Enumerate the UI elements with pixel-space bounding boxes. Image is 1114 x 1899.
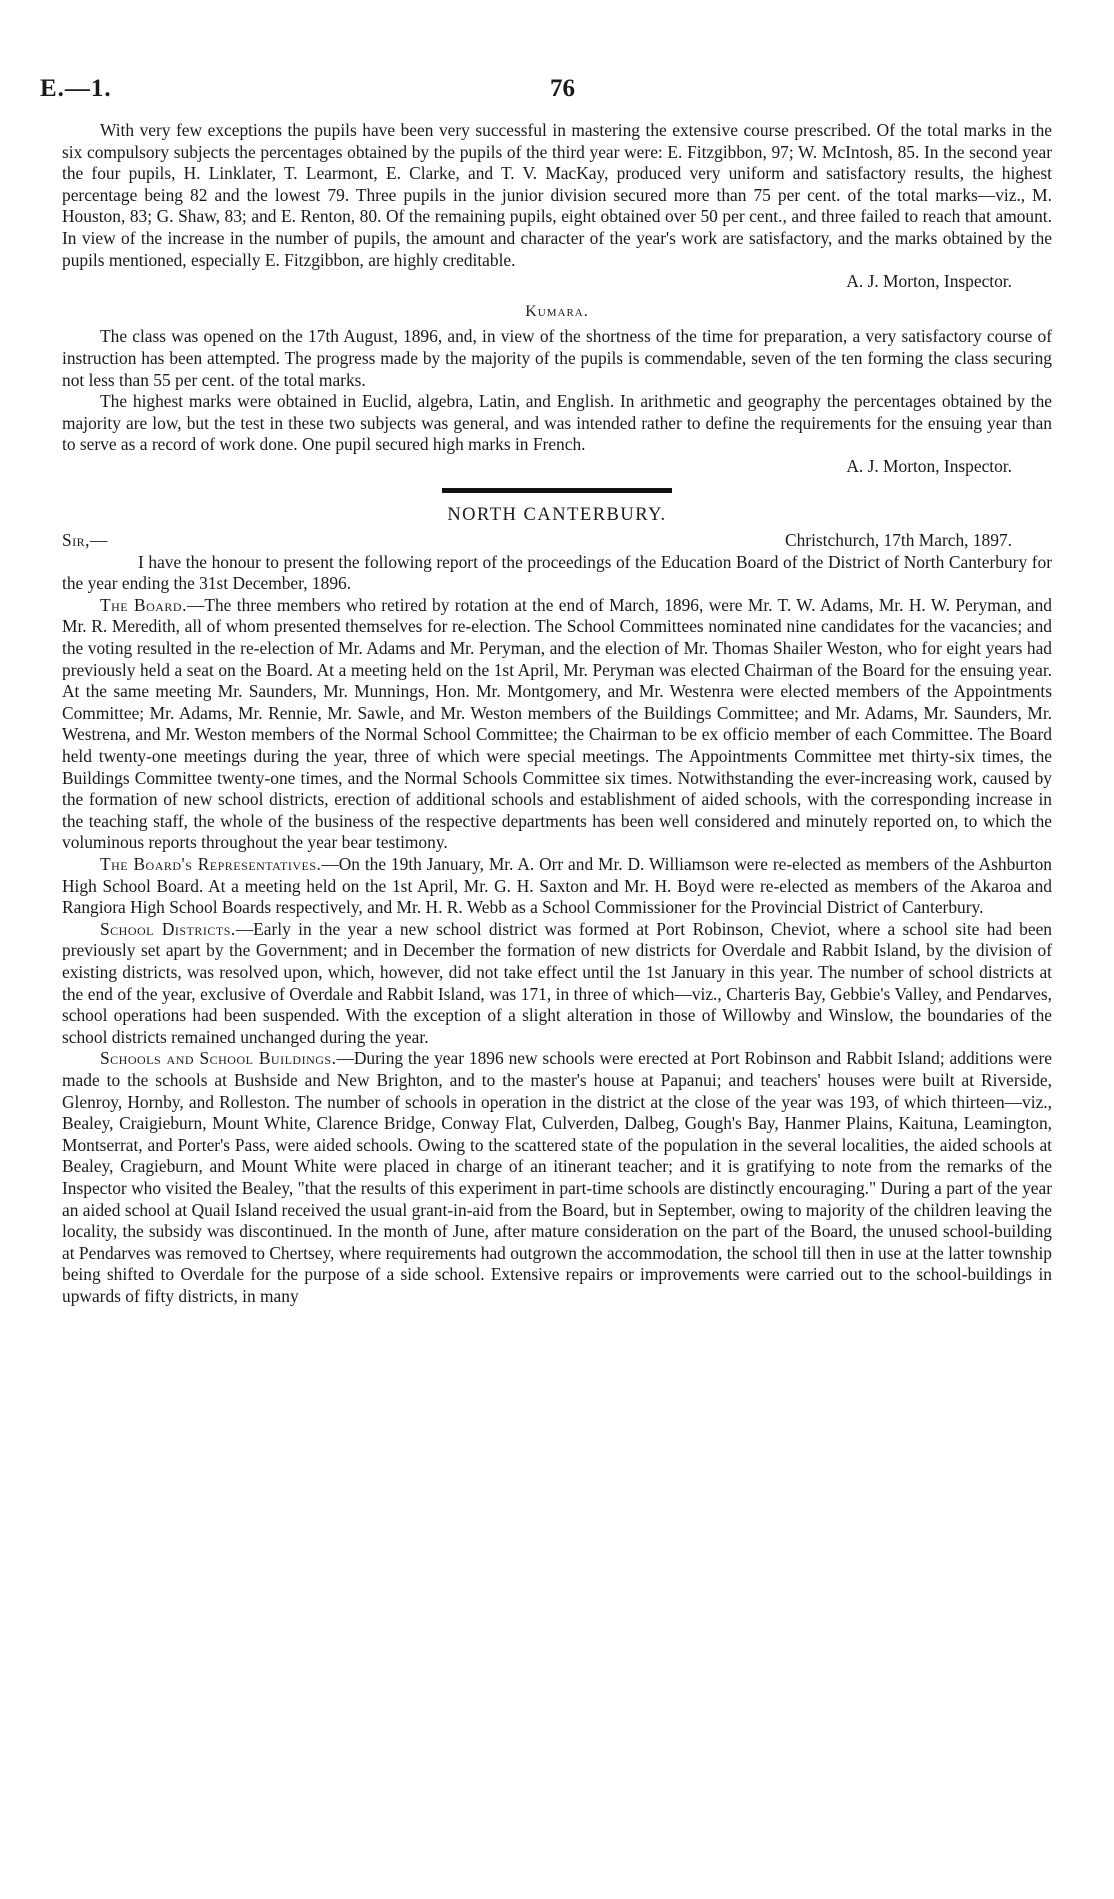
page-number: 76 — [550, 75, 575, 102]
intro-paragraph: I have the honour to present the following report of the proceedings of the Education Board of the District of North Canterbury for the year ending the 31st December, 1896. — [62, 551, 1052, 594]
document-reference: E.—1. — [40, 75, 112, 102]
section-divider — [442, 488, 672, 493]
buildings-label: Schools and School Buildings. — [100, 1048, 337, 1069]
districts-label: School Districts. — [100, 918, 236, 939]
north-canterbury-heading: NORTH CANTERBURY. — [447, 504, 667, 525]
districts-paragraph — [62, 919, 1052, 1049]
document-body — [62, 120, 1052, 1307]
technical-signature: A. J. Morton, Inspector. — [846, 271, 1012, 292]
kumara-signature: A. J. Morton, Inspector. — [846, 455, 1012, 476]
kumara-heading: Kumara. — [525, 302, 589, 320]
board-label: The Board. — [100, 594, 187, 615]
representatives-label: The Board's Representatives. — [100, 854, 322, 874]
districts-text: —Early in the year a new school district was formed at Port Robinson, Cheviot, where a school site had been previously set apart by the Government; and in December the formation of new districts for Overdale and Rabbit Island, by the division of existing districts, was resolved upon, which, however, did not take effect until the 1st January in this year. The number of school districts at the end of the year, exclusive of Overdale and Rabbit Island, was 171, in three of which—viz., Charteris Bay, Gebbie's Valley, and Pendarves, school operations had been suspended. With the exception of a slight alteration in those of Willowby and Winslow, the boundaries of the school districts remained unchanged during the year. — [62, 918, 1052, 1047]
board-text: —The three members who retired by rotation at the end of March, 1896, were Mr. T. W. Adams, Mr. H. W. Peryman, and Mr. R. Meredith, all of whom presented themselves for re-election. The School Committees nominated nine candidates for the vacancies; and the voting resulted in the re-election of Mr. Adams and Mr. Peryman, and the election of Mr. Thomas Shailer Weston, who for eight years had previously held a seat on the Board. At a meeting held on the 1st April, Mr. Peryman was elected Chairman of the Board for the ensuing year. At the same meeting Mr. Saunders, Mr. Munnings, Hon. Mr. Montgomery, and Mr. Westenra were elected members of the Appointments Committee; Mr. Adams, Mr. Rennie, Mr. Sawle, and Mr. Weston members of the Buildings Committee; and Mr. Adams, Mr. Saunders, Mr. Westrena, and Mr. Weston members of the Normal School Committee; the Chairman to be ex officio member of each Committee. The Board held twenty-one meetings during the year, three of which were special meetings. The Appointments Committee met thirty-six times, the Buildings Committee twenty-one times, and the Normal Schools Committee six times. Notwithstanding the ever-increasing work, caused by the formation of new school districts, erection of additional schools and establishment of aided schools, with the corresponding increase in the teaching staff, the whole of the business of the respective departments has been well considered and minutely reported on, to which the voluminous reports throughout the year bear testimony. — [62, 594, 1052, 853]
representatives-paragraph — [62, 854, 1052, 919]
salutation-line — [62, 530, 1052, 552]
buildings-text: —During the year 1896 new schools were erected at Port Robinson and Rabbit Island; additions were made to the schools at Bushside and New Brighton, and to the master's house at Papanui; and teachers' houses were built at Riverside, Glenroy, Hornby, and Rolleston. The number of schools in operation in the district at the close of the year was 193, of which thirteen—viz., Bealey, Craigieburn, Mount White, Clarence Bridge, Conway Flat, Culverden, Dalbeg, Gough's Bay, Hanmer Plains, Kaituna, Leamington, Montserrat, and Porter's Pass, were aided schools. Owing to the scattered state of the population in the several localities, the aided schools at Bealey, Cragieburn, and Mount White were placed in charge of an itinerant teacher; and it is gratifying to note from the remarks of the Inspector who visited the Bealey, "that the results of this experiment in part-time schools are distinctly encouraging." During a part of the year an aided school at Quail Island received the usual grant-in-aid from the Board, but in September, owing to majority of the children leaving the locality, the subsidy was discontinued. In the month of June, after mature consideration on the part of the Board, the unused school-building at Pendarves was removed to Chertsey, where requirements had outgrown the accommodation, the school till then in use at the latter township being shifted to Overdale for the purpose of a side school. Extensive repairs or improvements were carried out to the school-buildings in upwards of fifty districts, in many — [62, 1048, 1052, 1306]
representatives-text: —On the 19th January, Mr. A. Orr and Mr. D. Williamson were re-elected as members of the Ashburton High School Board. At a meeting held on the 1st April, Mr. G. H. Saxton and Mr. H. Boyd were re-elected as members of the Akaroa and Rangiora High School Boards respectively, and Mr. H. R. Webb as a School Commissioner for the Provincial District of Canterbury. — [62, 854, 1052, 918]
page-header — [40, 75, 1040, 105]
salutation: Sir,— — [62, 530, 108, 551]
technical-class-paragraph: With very few exceptions the pupils have been very successful in mastering the extensive course prescribed. Of the total marks in the six compulsory subjects the percentages obtained by the pupils of the third year were: E. Fitzgibbon, 97; W. McIntosh, 85. In the second year the four pupils, H. Linklater, T. Learmont, E. Clarke, and T. V. MacKay, produced very uniform and satisfactory results, the highest percentage being 82 and the lowest 79. Three pupils in the junior division secured more than 75 per cent. of the total marks—viz., M. Houston, 83; G. Shaw, 83; and E. Renton, 80. Of the remaining pupils, eight obtained over 50 per cent., and three failed to reach that amount. In view of the increase in the number of pupils, the amount and character of the year's work are satisfactory, and the marks obtained by the pupils mentioned, especially E. Fitzgibbon, are highly creditable. — [62, 120, 1052, 270]
board-paragraph — [62, 595, 1052, 854]
place-date: Christchurch, 17th March, 1897. — [784, 530, 1012, 551]
kumara-paragraph-1: The class was opened on the 17th August, 1896, and, in view of the shortness of the time for preparation, a very satisfactory course of instruction has been attempted. The progress made by the majority of the pupils is commendable, seven of the ten forming the class securing not less than 55 per cent. of the total marks. — [62, 326, 1052, 390]
buildings-paragraph — [62, 1048, 1052, 1307]
kumara-paragraph-2: The highest marks were obtained in Euclid, algebra, Latin, and English. In arithmetic and geography the percentages obtained by the majority are low, but the test in these two subjects was general, and was intended rather to define the requirements for the ensuing year than to serve as a record of work done. One pupil secured high marks in French. — [62, 391, 1052, 455]
